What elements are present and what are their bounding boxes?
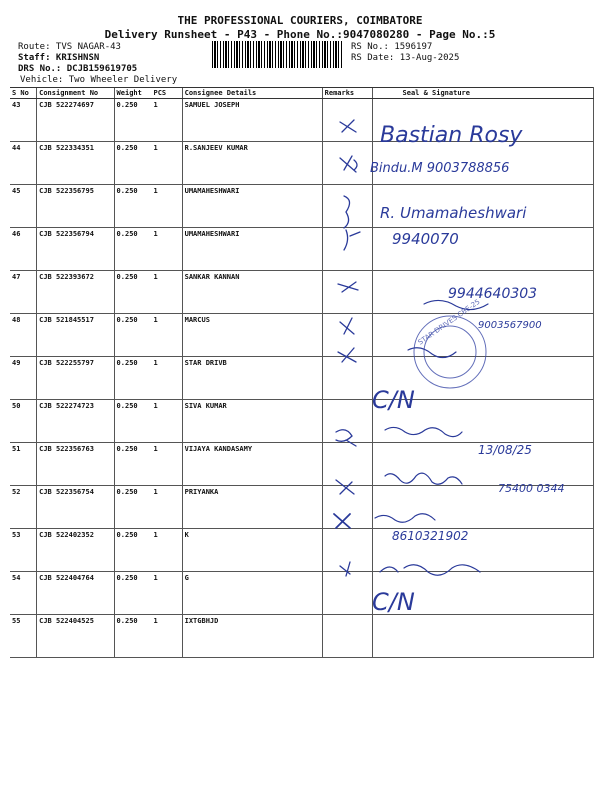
cell-weight: 0.250	[114, 357, 151, 400]
signature-row-51: 13/08/25	[478, 443, 532, 457]
cell-remarks	[322, 572, 372, 615]
cell-consignee: VIJAYA KANDASAMY	[182, 443, 322, 486]
rs-number: RS No.: 1596197	[351, 42, 433, 52]
meta-left	[18, 42, 137, 75]
signature-row-50: C/N	[372, 386, 415, 414]
drs-label: DRS No.: DCJB159619705	[18, 64, 138, 74]
table-row	[10, 400, 594, 443]
cell-signature	[372, 486, 593, 529]
table-row	[10, 615, 594, 658]
signature-row-43: Bastian Rosy	[380, 123, 523, 148]
cell-pcs: 1	[151, 615, 182, 658]
cell-sno: 52	[10, 486, 37, 529]
signature-row-46: 9940070	[392, 230, 459, 248]
cell-consignment: CJB 522356763	[37, 443, 114, 486]
cell-signature	[372, 185, 593, 228]
cell-sno: 47	[10, 271, 37, 314]
cell-weight: 0.250	[114, 443, 151, 486]
cell-remarks	[322, 529, 372, 572]
cell-weight: 0.250	[114, 615, 151, 658]
header-sno: S No	[10, 88, 37, 99]
cell-weight: 0.250	[114, 99, 151, 142]
cell-consignment: CJB 522255797	[37, 357, 114, 400]
cell-pcs: 1	[151, 99, 182, 142]
cell-consignee: K	[182, 529, 322, 572]
cell-consignee: SANKAR KANNAN	[182, 271, 322, 314]
table-row	[10, 185, 594, 228]
table-row	[10, 314, 594, 357]
company-title: THE PROFESSIONAL COURIERS, COIMBATORE	[177, 14, 423, 27]
cell-pcs: 1	[151, 486, 182, 529]
table-row	[10, 142, 594, 185]
cell-remarks	[322, 99, 372, 142]
route-label: Route: TVS NAGAR-43	[18, 42, 121, 52]
table-row	[10, 99, 594, 142]
cell-signature	[372, 572, 593, 615]
meta-right	[351, 42, 459, 64]
cell-remarks	[322, 615, 372, 658]
header-remarks: Remarks	[322, 88, 372, 99]
table-row	[10, 357, 594, 400]
cell-weight: 0.250	[114, 529, 151, 572]
cell-sno: 51	[10, 443, 37, 486]
cell-consignee: SAMUEL JOSEPH	[182, 99, 322, 142]
cell-consignment: CJB 522356794	[37, 228, 114, 271]
cell-pcs: 1	[151, 400, 182, 443]
cell-pcs: 1	[151, 271, 182, 314]
cell-weight: 0.250	[114, 142, 151, 185]
cell-sno: 45	[10, 185, 37, 228]
cell-signature	[372, 314, 593, 357]
runsheet-subtitle: Delivery Runsheet - P43 - Phone No.:9047080280 - Page No.:5	[104, 28, 496, 41]
cell-sno: 48	[10, 314, 37, 357]
header-consignment: Consignment No	[37, 88, 114, 99]
header-weight: Weight	[114, 88, 151, 99]
cell-consignee: SIVA KUMAR	[182, 400, 322, 443]
cell-sno: 46	[10, 228, 37, 271]
table-row	[10, 529, 594, 572]
cell-consignment: CJB 522334351	[37, 142, 114, 185]
cell-remarks	[322, 271, 372, 314]
cell-pcs: 1	[151, 572, 182, 615]
cell-consignee: MARCUS	[182, 314, 322, 357]
cell-consignee: UMAMAHESHWARI	[182, 228, 322, 271]
cell-remarks	[322, 314, 372, 357]
cell-remarks	[322, 400, 372, 443]
staff-label: Staff: KRISHNSN	[18, 53, 100, 63]
signature-row-44: Bindu.M 9003788856	[370, 161, 510, 176]
cell-consignee: IXTGBHJD	[182, 615, 322, 658]
cell-signature	[372, 443, 593, 486]
signature-row-48: 9003567900	[478, 320, 542, 331]
cell-consignment: CJB 522404764	[37, 572, 114, 615]
header-pcs: PCS	[151, 88, 182, 99]
cell-sno: 44	[10, 142, 37, 185]
cell-remarks	[322, 142, 372, 185]
cell-consignment: CJB 522274723	[37, 400, 114, 443]
cell-sno: 50	[10, 400, 37, 443]
cell-pcs: 1	[151, 443, 182, 486]
cell-signature	[372, 228, 593, 271]
cell-sno: 53	[10, 529, 37, 572]
cell-signature	[372, 357, 593, 400]
cell-pcs: 1	[151, 228, 182, 271]
cell-weight: 0.250	[114, 228, 151, 271]
cell-signature	[372, 142, 593, 185]
signature-row-47: 9944640303	[448, 286, 538, 302]
cell-remarks	[322, 357, 372, 400]
table-row	[10, 228, 594, 271]
runsheet-table	[10, 87, 594, 658]
vehicle-label: Vehicle: Two Wheeler Delivery	[20, 75, 178, 85]
table-header-row	[10, 88, 594, 99]
cell-pcs: 1	[151, 185, 182, 228]
cell-consignment: CJB 522356754	[37, 486, 114, 529]
stamp-text-top: STAR DRIVES CBE-25	[416, 297, 482, 347]
signature-row-45: R. Umamaheshwari	[380, 204, 527, 222]
table-row	[10, 486, 594, 529]
table-row	[10, 572, 594, 615]
cell-consignment: CJB 522404525	[37, 615, 114, 658]
table-row	[10, 443, 594, 486]
cell-consignee: STAR DRIVB	[182, 357, 322, 400]
cell-consignment: CJB 521845517	[37, 314, 114, 357]
header-consignee: Consignee Details	[182, 88, 322, 99]
cell-sno: 55	[10, 615, 37, 658]
signature-row-53: 8610321902	[392, 529, 469, 543]
cell-consignee: G	[182, 572, 322, 615]
cell-sno: 49	[10, 357, 37, 400]
cell-consignee: PRIYANKA	[182, 486, 322, 529]
table-row	[10, 271, 594, 314]
cell-signature	[372, 99, 593, 142]
cell-pcs: 1	[151, 529, 182, 572]
cell-remarks	[322, 185, 372, 228]
header-signature: Seal & Signature	[372, 88, 593, 99]
cell-pcs: 1	[151, 142, 182, 185]
cell-weight: 0.250	[114, 572, 151, 615]
cell-signature	[372, 400, 593, 443]
cell-pcs: 1	[151, 314, 182, 357]
cell-consignment: CJB 522393672	[37, 271, 114, 314]
cell-weight: 0.250	[114, 185, 151, 228]
cell-consignment: CJB 522274697	[37, 99, 114, 142]
signature-row-55: C/N	[372, 588, 415, 616]
cell-sno: 54	[10, 572, 37, 615]
cell-remarks	[322, 443, 372, 486]
cell-signature	[372, 529, 593, 572]
cell-pcs: 1	[151, 357, 182, 400]
rs-date: RS Date: 13-Aug-2025	[351, 53, 460, 63]
cell-remarks	[322, 486, 372, 529]
cell-weight: 0.250	[114, 486, 151, 529]
cell-weight: 0.250	[114, 271, 151, 314]
barcode	[212, 41, 344, 68]
cell-consignment: CJB 522402352	[37, 529, 114, 572]
cell-weight: 0.250	[114, 314, 151, 357]
cell-signature	[372, 271, 593, 314]
cell-signature	[372, 615, 593, 658]
signature-row-52: 75400 0344	[498, 482, 565, 495]
cell-consignee: UMAMAHESHWARI	[182, 185, 322, 228]
cell-remarks	[322, 228, 372, 271]
cell-weight: 0.250	[114, 400, 151, 443]
cell-sno: 43	[10, 99, 37, 142]
cell-consignee: R.SANJEEV KUMAR	[182, 142, 322, 185]
cell-consignment: CJB 522356795	[37, 185, 114, 228]
